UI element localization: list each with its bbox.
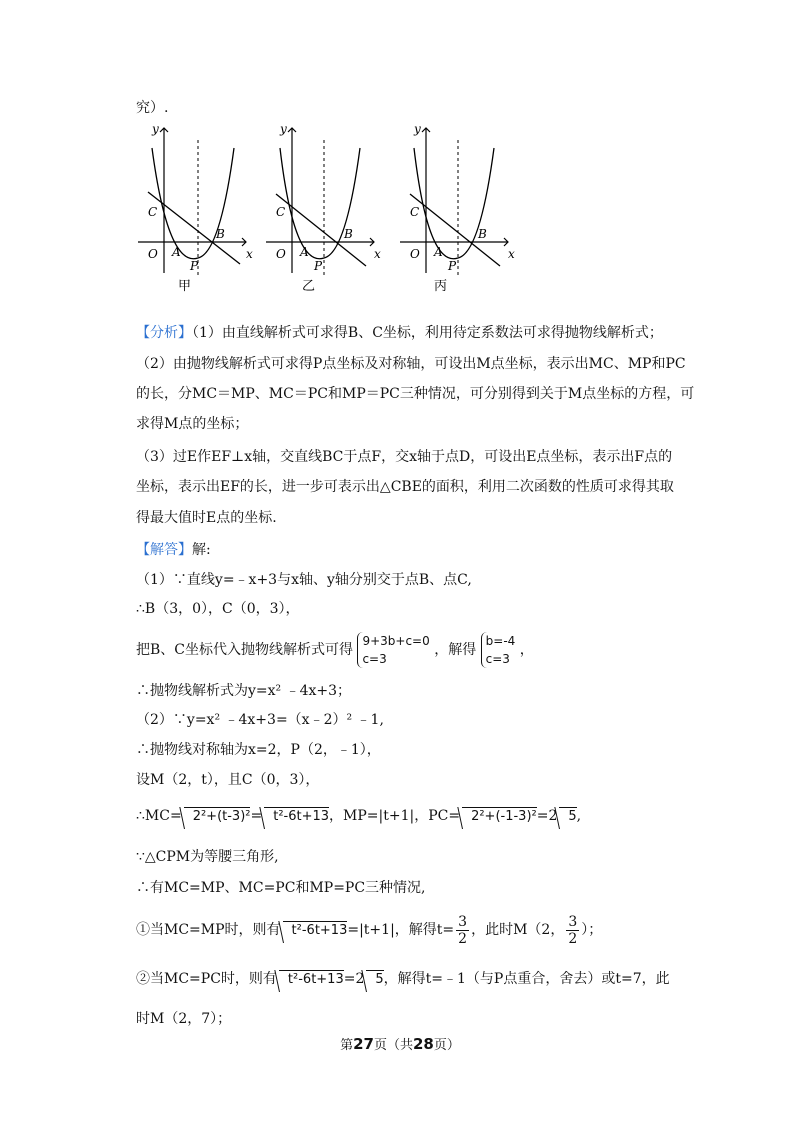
sqrt-5-b: 5	[366, 970, 383, 989]
svg-text:y: y	[280, 122, 287, 136]
b-label: B	[216, 227, 225, 241]
page-number: 27	[353, 1035, 374, 1053]
analysis-line-3: 的长，分MC＝MP、MC＝PC和MP＝PC三种情况，可分别得到关于M点坐标的方程，可	[136, 386, 695, 402]
sqrt-mc: 2²+(t-3)²	[184, 807, 251, 826]
parabola-figure-yi	[262, 118, 382, 293]
equation-system-2: b=-4 c=3	[481, 632, 516, 668]
analysis-line-4: 求得M点的坐标；	[136, 416, 249, 432]
p-label: P	[190, 259, 199, 273]
answer-line-3: 把B、C坐标代入抛物线解析式可得 9+3b+c=0 c=3 ，解得 b=-4 c=3 ，	[136, 634, 534, 666]
answer-line-4: ∴抛物线解析式为y=x² ﹣4x+3；	[136, 683, 352, 699]
svg-text:P: P	[448, 259, 457, 273]
sqrt-mc-simplified: t²-6t+13	[264, 807, 329, 826]
svg-text:B: B	[478, 227, 487, 241]
svg-text:y: y	[414, 122, 421, 136]
answer-line-1: （1）∵直线y=﹣x+3与x轴、y轴分别交于点B、点C,	[136, 572, 472, 588]
svg-text:O: O	[410, 247, 420, 261]
figure-jia	[134, 118, 254, 293]
sqrt-pc: 2²+(-1-3)²	[462, 807, 537, 826]
answer-line-5: （2）∵y=x² ﹣4x+3=（x﹣2）² ﹣1,	[136, 712, 384, 728]
analysis-line-2: （2）由抛物线解析式可求得P点坐标及对称轴，可设出M点坐标，表示出MC、MP和PC	[136, 356, 686, 372]
analysis-line-5: （3）过E作EF⊥x轴，交直线BC于点F，交x轴于点D，可设出E点坐标，表示出F点的	[136, 449, 673, 465]
fraction-3-2-b: $\frac{3}{2}$	[568, 913, 578, 947]
analysis-tag: 【分析】	[136, 325, 192, 341]
answer-line-10: ∴有MC=MP、MC=PC和MP=PC三种情况,	[136, 880, 426, 896]
figure-yi	[262, 118, 382, 293]
c-label: C	[148, 205, 158, 219]
svg-text:B: B	[344, 227, 353, 241]
answer-line-12: ②当MC=PC时，则有 t²-6t+13=2 5，解得t=﹣1（与P点重合，舍去）或t=7，此	[136, 971, 670, 987]
svg-text:A: A	[434, 245, 443, 259]
caption-yi: 乙	[302, 279, 316, 294]
caption-jia: 甲	[178, 279, 192, 294]
origin-label: O	[148, 247, 158, 261]
total-pages: 28	[413, 1035, 434, 1053]
answer-line-2: ∴B（3，0），C（0，3），	[136, 601, 300, 617]
line-bc	[148, 192, 240, 264]
analysis-line-7: 得最大值时E点的坐标.	[136, 510, 277, 526]
y-label: y	[152, 122, 159, 136]
fraction-3-2: $\frac{3}{2}$	[458, 913, 468, 947]
svg-text:C: C	[276, 205, 286, 219]
page-footer: 第27页（共28页）	[340, 1035, 460, 1053]
svg-text:P: P	[314, 259, 323, 273]
svg-text:x: x	[508, 247, 515, 261]
answer-line-11: ①当MC=MP时，则有 t²-6t+13=|t+1|，解得t= $\frac{3}{2}$ ，此时M（2， $\frac{3}{2}$ ）；	[136, 913, 603, 947]
analysis-line-6: 坐标，表示出EF的长，进一步可表示出△CBE的面积，利用二次函数的性质可求得其取	[136, 479, 674, 495]
answer-line-8: ∴MC= 2²+(t-3)²= t²-6t+13，MP=|t+1|，PC= 2²+(-1-3)²=2 5,	[136, 808, 582, 824]
answer-line-9: ∵△CPM为等腰三角形,	[136, 849, 279, 865]
x-label: x	[246, 247, 253, 261]
sqrt-case1: t²-6t+13	[283, 921, 348, 940]
a-label: A	[172, 245, 181, 259]
svg-text:A: A	[300, 245, 309, 259]
sqrt-5: 5	[559, 807, 576, 826]
analysis-line-1: 【分析】（1）由直线解析式可求得B、C坐标，利用待定系数法可求得抛物线解析式；	[136, 325, 663, 341]
answer-line-13: 时M（2，7）；	[136, 1011, 232, 1027]
answer-tag: 【解答】	[136, 542, 192, 558]
parabola-figure-bing	[396, 118, 516, 293]
caption-bing: 丙	[434, 279, 448, 294]
answer-line-6: ∴抛物线对称轴为x=2，P（2，﹣1），	[136, 742, 381, 758]
svg-text:O: O	[276, 247, 286, 261]
equation-system-1: 9+3b+c=0 c=3	[357, 632, 429, 668]
continuation-line: 究）.	[136, 100, 169, 116]
sqrt-case2: t²-6t+13	[279, 970, 344, 989]
parabola-figure-jia	[134, 118, 254, 293]
svg-text:x: x	[374, 247, 381, 261]
figure-bing	[396, 118, 516, 293]
answer-line-7: 设M（2，t），且C（0，3），	[136, 772, 320, 788]
svg-text:C: C	[410, 205, 420, 219]
answer-header: 【解答】解:	[136, 542, 211, 558]
